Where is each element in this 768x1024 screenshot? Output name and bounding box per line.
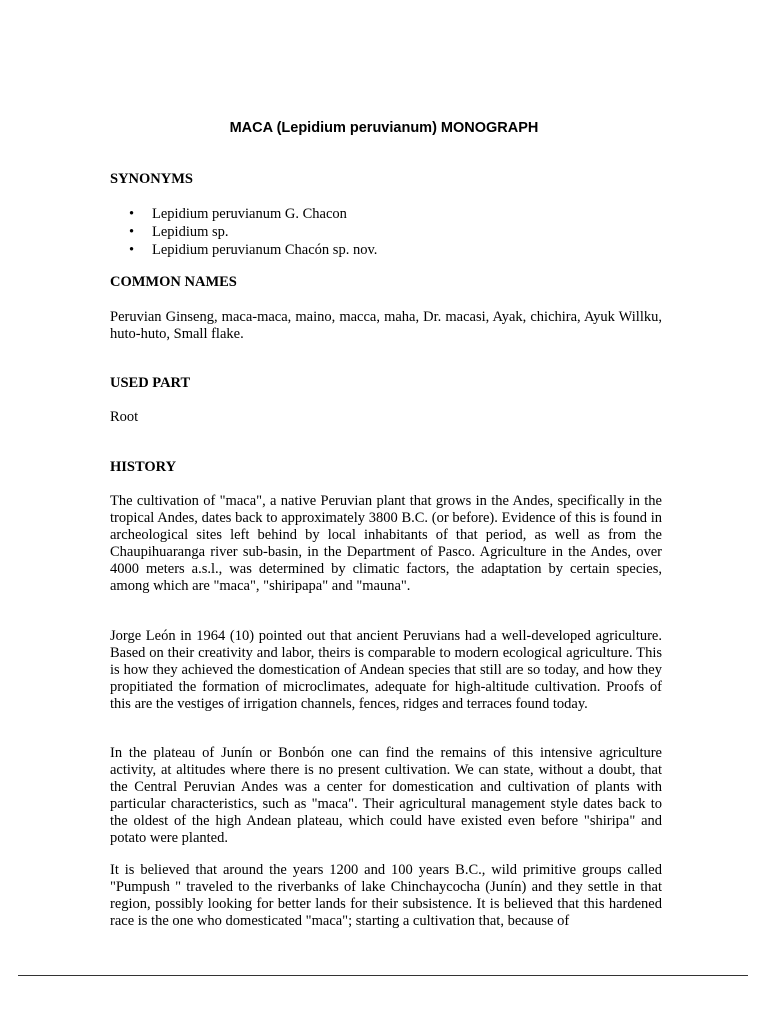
footer-divider	[18, 975, 748, 976]
history-heading: HISTORY	[110, 459, 177, 475]
list-item	[110, 205, 377, 223]
document-title: MACA (Lepidium peruvianum) MONOGRAPH	[229, 120, 539, 136]
bullet-icon: •	[129, 206, 135, 222]
history-paragraph: The cultivation of "maca", a native Peruvian plant that grows in the Andes, specifically in the tropical Andes, dates back to approximately 3800 B.C. (or before). Evidence of this is found in archeological sites left behind by local inhabitants of that period, as well as from the Chaupihuaranga river sub-basin, in the Department of Pasco. Agriculture in the Andes, over 4000 meters a.s.l., was determined by climatic factors, the adaptation by certain species, among which are "maca", "shiripapa" and "mauna".	[110, 493, 662, 594]
bullet-icon: •	[129, 242, 135, 258]
bullet-icon: •	[129, 224, 135, 240]
common-names-heading: COMMON NAMES	[110, 274, 237, 290]
synonyms-heading: SYNONYMS	[110, 171, 193, 187]
history-paragraph: Jorge León in 1964 (10) pointed out that ancient Peruvians had a well-developed agriculture. Based on their creativity and labor, theirs is comparable to modern ecological agriculture. This is how they achieved the domestication of Andean species that still are so today, and how they propitiated the formation of microclimates, adequate for high-altitude cultivation. Proofs of this are the vestiges of irrigation channels, fences, ridges and terraces found today.	[110, 628, 662, 712]
synonym-text: Lepidium peruvianum G. Chacon	[152, 206, 347, 222]
used-part-heading: USED PART	[110, 375, 191, 391]
synonyms-list	[110, 205, 377, 259]
history-paragraph: It is believed that around the years 1200 and 100 years B.C., wild primitive groups called "Pumpush " traveled to the riverbanks of lake Chinchaycocha (Junín) and they settle in that region, possibly looking for better lands for their subsistence. It is believed that this hardened race is the one who domesticated "maca"; starting a cultivation that, because of	[110, 862, 662, 929]
history-paragraph: In the plateau of Junín or Bonbón one can find the remains of this intensive agriculture activity, at altitudes where there is no present cultivation. We can state, without a doubt, that the Central Peruvian Andes was a center for domestication and cultivation of plants with particular characteristics, such as "maca". Their agricultural management style dates back to the oldest of the high Andean plateau, which could have existed even before "shiripa" and potato were planted.	[110, 745, 662, 846]
synonym-text: Lepidium sp.	[152, 224, 229, 240]
common-names-text: Peruvian Ginseng, maca-maca, maino, macca, maha, Dr. macasi, Ayak, chichira, Ayuk Willku, huto-huto, Small flake.	[110, 309, 662, 342]
list-item	[110, 241, 377, 259]
list-item	[110, 223, 377, 241]
used-part-text: Root	[110, 409, 139, 425]
synonym-text: Lepidium peruvianum Chacón sp. nov.	[152, 242, 378, 258]
